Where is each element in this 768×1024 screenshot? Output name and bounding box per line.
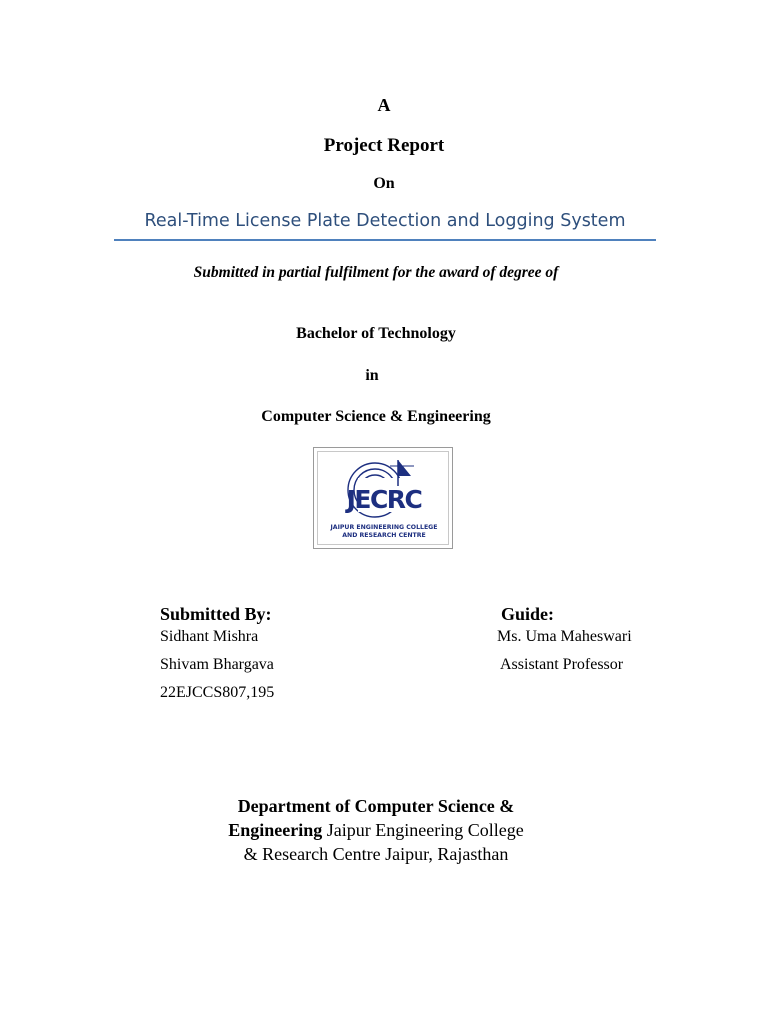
title-divider bbox=[114, 239, 656, 241]
jecrc-emblem-icon bbox=[318, 452, 448, 524]
department-line-1: Department of Computer Science & bbox=[237, 796, 515, 816]
logo-caption bbox=[318, 524, 449, 540]
college-logo bbox=[313, 447, 453, 549]
report-type-heading: Project Report bbox=[323, 135, 445, 156]
guide-designation: Assistant Professor bbox=[500, 656, 624, 673]
department-line-2-regular: Jaipur Engineering College bbox=[322, 820, 524, 840]
degree-name: Bachelor of Technology bbox=[296, 325, 456, 342]
department-line-2-bold: Engineering bbox=[228, 820, 323, 840]
roll-numbers: 22EJCCS807,195 bbox=[160, 684, 275, 701]
logo-wordmark: JECRC bbox=[346, 485, 422, 514]
guide-name: Ms. Uma Maheswari bbox=[497, 628, 632, 645]
submitted-by-heading: Submitted By: bbox=[160, 604, 272, 624]
student-name: Shivam Bhargava bbox=[160, 656, 274, 673]
cover-on: On bbox=[373, 175, 395, 192]
department-line-2 bbox=[176, 818, 576, 842]
degree-in: in bbox=[365, 367, 379, 384]
student-name: Sidhant Mishra bbox=[160, 628, 259, 645]
logo-caption-line-2: AND RESEARCH CENTRE bbox=[342, 532, 426, 539]
department-block bbox=[176, 794, 576, 866]
branch-name: Computer Science & Engineering bbox=[261, 408, 491, 425]
project-title: Real-Time License Plate Detection and Logging System bbox=[144, 211, 626, 231]
cover-article: A bbox=[377, 95, 391, 115]
department-line-3: & Research Centre Jaipur, Rajasthan bbox=[243, 844, 509, 864]
guide-heading: Guide: bbox=[501, 604, 555, 624]
logo-caption-line-1: JAIPUR ENGINEERING COLLEGE bbox=[330, 524, 438, 531]
submission-note: Submitted in partial fulfilment for the award of degree of bbox=[193, 264, 559, 281]
college-logo-inner bbox=[317, 451, 449, 545]
